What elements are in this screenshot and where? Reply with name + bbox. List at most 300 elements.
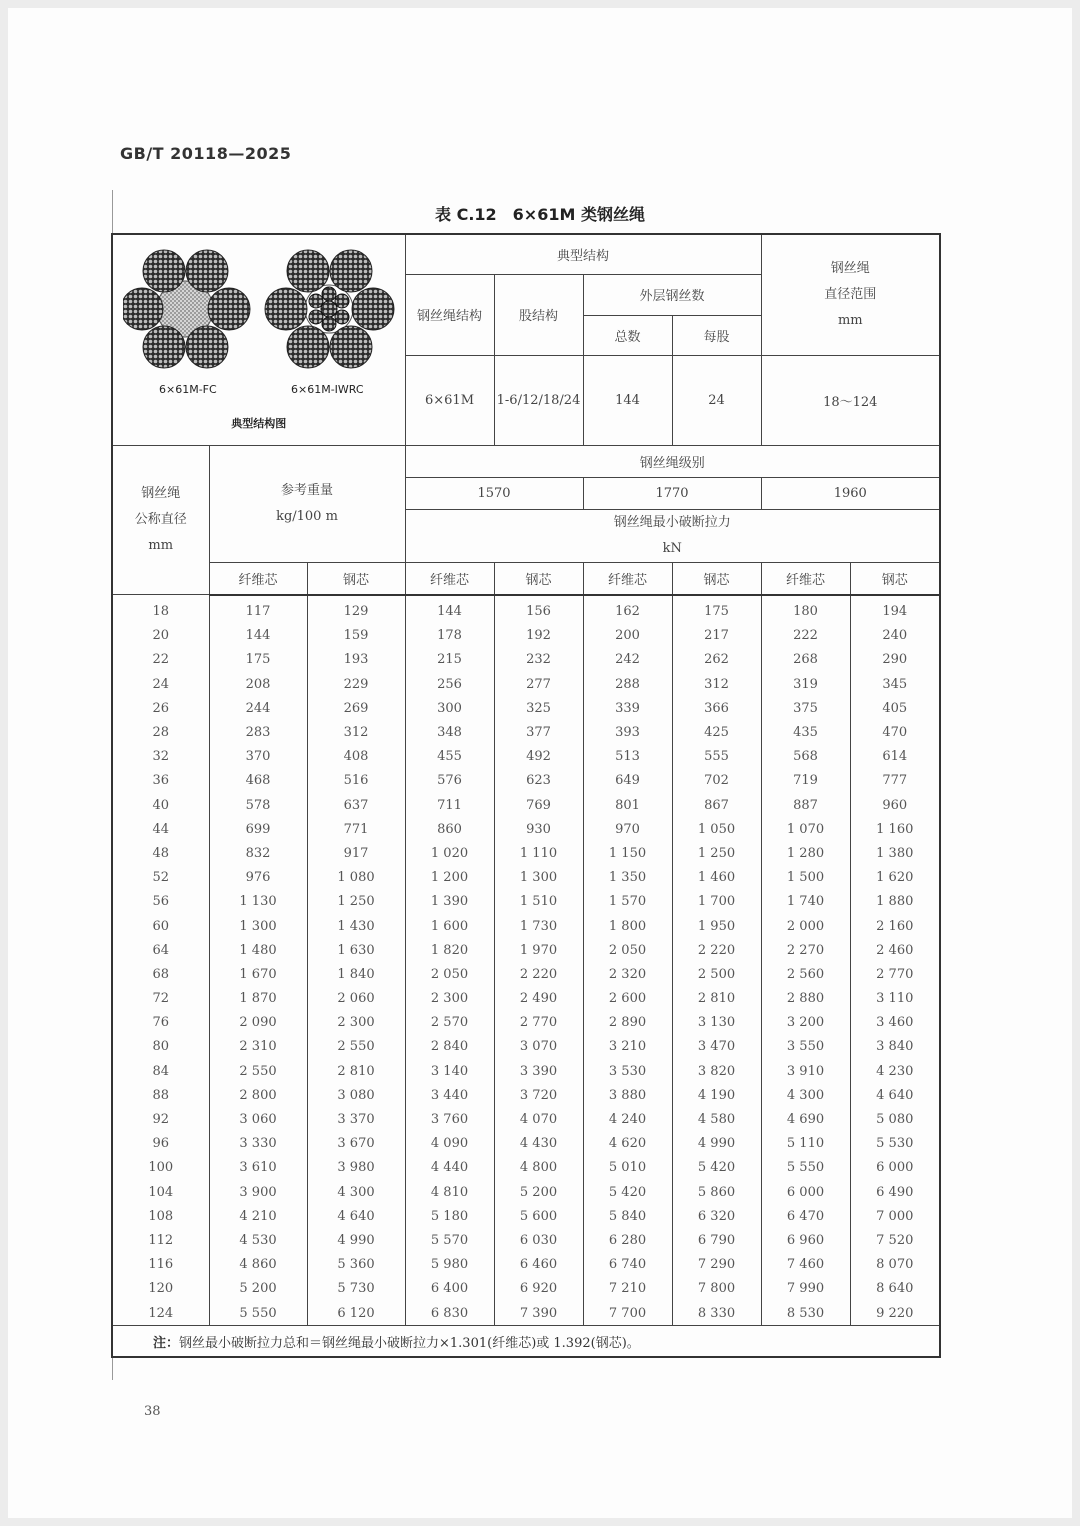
- value-cell: 1 390: [405, 890, 494, 914]
- value-cell: 2 060: [307, 987, 405, 1011]
- value-cell: 1 430: [307, 914, 405, 938]
- value-cell: 242: [583, 648, 672, 672]
- value-cell: 5 200: [209, 1277, 307, 1301]
- value-cell: 568: [761, 745, 850, 769]
- value-cell: 229: [307, 672, 405, 696]
- diameter-cell: 20: [112, 624, 209, 648]
- value-cell: 4 580: [672, 1107, 761, 1131]
- value-cell: 3 840: [850, 1035, 940, 1059]
- table-row: [112, 1107, 940, 1131]
- value-cell: 339: [583, 696, 672, 720]
- value-cell: 215: [405, 648, 494, 672]
- value-cell: 2 220: [672, 938, 761, 962]
- value-cell: 3 760: [405, 1107, 494, 1131]
- value-cell: 2 050: [583, 938, 672, 962]
- value-cell: 1 130: [209, 890, 307, 914]
- value-cell: 7 460: [761, 1253, 850, 1277]
- value-cell: 325: [494, 696, 583, 720]
- value-cell: 1 070: [761, 817, 850, 841]
- value-cell: 5 530: [850, 1132, 940, 1156]
- value-cell: 180: [761, 595, 850, 624]
- value-cell: 193: [307, 648, 405, 672]
- value-cell: 6 280: [583, 1228, 672, 1252]
- diameter-cell: 68: [112, 962, 209, 986]
- value-cell: 4 640: [307, 1204, 405, 1228]
- value-cell: 1 300: [494, 866, 583, 890]
- value-cell: 175: [672, 595, 761, 624]
- value-cell: 222: [761, 624, 850, 648]
- value-cell: 7 520: [850, 1228, 940, 1252]
- value-cell: 1 250: [307, 890, 405, 914]
- value-cell: 860: [405, 817, 494, 841]
- structure-diagram-cell: [112, 234, 405, 446]
- value-cell: 1 280: [761, 841, 850, 865]
- value-cell: 3 530: [583, 1059, 672, 1083]
- table-row: [112, 817, 940, 841]
- min-breaking-force-header: 钢丝绳最小破断拉力 kN: [405, 510, 940, 563]
- rope-iwrc-icon: [265, 250, 394, 368]
- value-cell: 6 920: [494, 1277, 583, 1301]
- value-cell: 4 860: [209, 1253, 307, 1277]
- value-cell: 2 810: [307, 1059, 405, 1083]
- table-row: [112, 890, 940, 914]
- grade-1570: 1570: [405, 478, 583, 510]
- value-cell: 2 090: [209, 1011, 307, 1035]
- value-cell: 2 600: [583, 987, 672, 1011]
- value-cell: 244: [209, 696, 307, 720]
- diagram-label-iwrc: 6×61M-IWRC: [291, 383, 364, 396]
- value-cell: 3 900: [209, 1180, 307, 1204]
- value-cell: 3 440: [405, 1083, 494, 1107]
- value-cell: 623: [494, 769, 583, 793]
- value-cell: 435: [761, 720, 850, 744]
- rope-structure-header: 钢丝绳结构: [405, 274, 494, 356]
- grade-header: 钢丝绳级别: [405, 446, 940, 478]
- total-value: 144: [583, 356, 672, 446]
- diameter-cell: 100: [112, 1156, 209, 1180]
- value-cell: 144: [209, 624, 307, 648]
- value-cell: 2 270: [761, 938, 850, 962]
- value-cell: 2 460: [850, 938, 940, 962]
- value-cell: 2 560: [761, 962, 850, 986]
- value-cell: 711: [405, 793, 494, 817]
- value-cell: 6 960: [761, 1228, 850, 1252]
- value-cell: 702: [672, 769, 761, 793]
- value-cell: 513: [583, 745, 672, 769]
- diameter-cell: 60: [112, 914, 209, 938]
- value-cell: 4 640: [850, 1083, 940, 1107]
- table-row: [112, 1204, 940, 1228]
- core-type-header: 纤维芯: [209, 563, 307, 595]
- value-cell: 159: [307, 624, 405, 648]
- diameter-cell: 48: [112, 841, 209, 865]
- value-cell: 2 300: [307, 1011, 405, 1035]
- value-cell: 300: [405, 696, 494, 720]
- value-cell: 3 820: [672, 1059, 761, 1083]
- rope-structure-value: 6×61M: [405, 356, 494, 446]
- value-cell: 377: [494, 720, 583, 744]
- value-cell: 1 110: [494, 841, 583, 865]
- diameter-cell: 76: [112, 1011, 209, 1035]
- diameter-cell: 104: [112, 1180, 209, 1204]
- value-cell: 283: [209, 720, 307, 744]
- value-cell: 200: [583, 624, 672, 648]
- value-cell: 3 720: [494, 1083, 583, 1107]
- value-cell: 319: [761, 672, 850, 696]
- value-cell: 1 840: [307, 962, 405, 986]
- table-row: [112, 841, 940, 865]
- value-cell: 1 050: [672, 817, 761, 841]
- value-cell: 3 130: [672, 1011, 761, 1035]
- rope-fc-icon: [123, 250, 250, 368]
- value-cell: 4 620: [583, 1132, 672, 1156]
- value-cell: 5 730: [307, 1277, 405, 1301]
- value-cell: 2 550: [209, 1059, 307, 1083]
- value-cell: 3 880: [583, 1083, 672, 1107]
- value-cell: 366: [672, 696, 761, 720]
- table-row: [112, 1156, 940, 1180]
- value-cell: 129: [307, 595, 405, 624]
- grade-1960: 1960: [761, 478, 940, 510]
- value-cell: 4 800: [494, 1156, 583, 1180]
- table-title: 表 C.12 6×61M 类钢丝绳: [435, 205, 645, 224]
- value-cell: 2 890: [583, 1011, 672, 1035]
- value-cell: 7 700: [583, 1301, 672, 1326]
- core-type-header: 钢芯: [672, 563, 761, 595]
- value-cell: 5 420: [672, 1156, 761, 1180]
- value-cell: 468: [209, 769, 307, 793]
- value-cell: 1 080: [307, 866, 405, 890]
- diameter-cell: 88: [112, 1083, 209, 1107]
- value-cell: 7 210: [583, 1277, 672, 1301]
- total-header: 总数: [583, 316, 672, 356]
- diagram-caption: 典型结构图: [231, 417, 287, 430]
- diameter-cell: 52: [112, 866, 209, 890]
- value-cell: 970: [583, 817, 672, 841]
- value-cell: 930: [494, 817, 583, 841]
- value-cell: 1 600: [405, 914, 494, 938]
- value-cell: 4 990: [672, 1132, 761, 1156]
- value-cell: 637: [307, 793, 405, 817]
- value-cell: 2 490: [494, 987, 583, 1011]
- table-row: [112, 745, 940, 769]
- table-row: [112, 1035, 940, 1059]
- value-cell: 4 990: [307, 1228, 405, 1252]
- value-cell: 2 160: [850, 914, 940, 938]
- strand-structure-value: 1-6/12/18/24: [494, 356, 583, 446]
- wire-rope-table: [111, 233, 941, 1358]
- table-row: [112, 1059, 940, 1083]
- value-cell: 312: [307, 720, 405, 744]
- value-cell: 370: [209, 745, 307, 769]
- value-cell: 3 070: [494, 1035, 583, 1059]
- value-cell: 405: [850, 696, 940, 720]
- value-cell: 1 480: [209, 938, 307, 962]
- value-cell: 771: [307, 817, 405, 841]
- value-cell: 455: [405, 745, 494, 769]
- table-row: [112, 1180, 940, 1204]
- value-cell: 2 800: [209, 1083, 307, 1107]
- value-cell: 217: [672, 624, 761, 648]
- value-cell: 290: [850, 648, 940, 672]
- value-cell: 4 690: [761, 1107, 850, 1131]
- diameter-cell: 18: [112, 595, 209, 624]
- diagram-label-fc: 6×61M-FC: [159, 383, 217, 396]
- value-cell: 1 350: [583, 866, 672, 890]
- diameter-cell: 96: [112, 1132, 209, 1156]
- value-cell: 5 420: [583, 1180, 672, 1204]
- rope-cross-section-diagram: [123, 249, 405, 369]
- value-cell: 5 200: [494, 1180, 583, 1204]
- grade-1770: 1770: [583, 478, 761, 510]
- value-cell: 269: [307, 696, 405, 720]
- value-cell: 1 950: [672, 914, 761, 938]
- diameter-cell: 32: [112, 745, 209, 769]
- value-cell: 6 460: [494, 1253, 583, 1277]
- value-cell: 162: [583, 595, 672, 624]
- diameter-cell: 116: [112, 1253, 209, 1277]
- core-type-header: 纤维芯: [583, 563, 672, 595]
- value-cell: 1 200: [405, 866, 494, 890]
- value-cell: 2 220: [494, 962, 583, 986]
- per-strand-value: 24: [672, 356, 761, 446]
- table-row: [112, 696, 940, 720]
- value-cell: 175: [209, 648, 307, 672]
- value-cell: 649: [583, 769, 672, 793]
- value-cell: 3 670: [307, 1132, 405, 1156]
- value-cell: 2 050: [405, 962, 494, 986]
- diameter-cell: 84: [112, 1059, 209, 1083]
- value-cell: 5 180: [405, 1204, 494, 1228]
- diameter-cell: 24: [112, 672, 209, 696]
- table-row: [112, 1132, 940, 1156]
- value-cell: 3 110: [850, 987, 940, 1011]
- table-row: [112, 1011, 940, 1035]
- page-number: 38: [144, 1404, 161, 1419]
- value-cell: 470: [850, 720, 940, 744]
- value-cell: 6 000: [850, 1156, 940, 1180]
- value-cell: 699: [209, 817, 307, 841]
- value-cell: 1 820: [405, 938, 494, 962]
- value-cell: 6 120: [307, 1301, 405, 1326]
- value-cell: 262: [672, 648, 761, 672]
- value-cell: 6 320: [672, 1204, 761, 1228]
- table-row: [112, 938, 940, 962]
- value-cell: 5 840: [583, 1204, 672, 1228]
- value-cell: 3 200: [761, 1011, 850, 1035]
- outer-wires-header: 外层钢丝数: [583, 274, 761, 316]
- value-cell: 1 380: [850, 841, 940, 865]
- diameter-cell: 112: [112, 1228, 209, 1252]
- value-cell: 3 610: [209, 1156, 307, 1180]
- value-cell: 4 530: [209, 1228, 307, 1252]
- value-cell: 5 080: [850, 1107, 940, 1131]
- value-cell: 2 310: [209, 1035, 307, 1059]
- value-cell: 3 210: [583, 1035, 672, 1059]
- table-row: [112, 648, 940, 672]
- value-cell: 3 080: [307, 1083, 405, 1107]
- value-cell: 5 860: [672, 1180, 761, 1204]
- value-cell: 8 530: [761, 1301, 850, 1326]
- table-row: [112, 1277, 940, 1301]
- value-cell: 960: [850, 793, 940, 817]
- value-cell: 277: [494, 672, 583, 696]
- value-cell: 9 220: [850, 1301, 940, 1326]
- value-cell: 2 320: [583, 962, 672, 986]
- value-cell: 3 470: [672, 1035, 761, 1059]
- value-cell: 8 070: [850, 1253, 940, 1277]
- value-cell: 408: [307, 745, 405, 769]
- note-text: 钢丝最小破断拉力总和＝钢丝绳最小破断拉力×1.301(纤维芯)或 1.392(钢芯)。: [179, 1335, 640, 1351]
- value-cell: 6 000: [761, 1180, 850, 1204]
- value-cell: 1 150: [583, 841, 672, 865]
- value-cell: 4 430: [494, 1132, 583, 1156]
- value-cell: 5 360: [307, 1253, 405, 1277]
- table-row: [112, 987, 940, 1011]
- value-cell: 1 460: [672, 866, 761, 890]
- value-cell: 6 740: [583, 1253, 672, 1277]
- value-cell: 2 840: [405, 1035, 494, 1059]
- value-cell: 5 110: [761, 1132, 850, 1156]
- value-cell: 2 500: [672, 962, 761, 986]
- value-cell: 1 250: [672, 841, 761, 865]
- value-cell: 348: [405, 720, 494, 744]
- diameter-cell: 124: [112, 1301, 209, 1326]
- value-cell: 194: [850, 595, 940, 624]
- value-cell: 375: [761, 696, 850, 720]
- value-cell: 2 770: [850, 962, 940, 986]
- value-cell: 178: [405, 624, 494, 648]
- value-cell: 4 230: [850, 1059, 940, 1083]
- value-cell: 2 810: [672, 987, 761, 1011]
- value-cell: 156: [494, 595, 583, 624]
- value-cell: 1 880: [850, 890, 940, 914]
- value-cell: 4 070: [494, 1107, 583, 1131]
- per-strand-header: 每股: [672, 316, 761, 356]
- value-cell: 492: [494, 745, 583, 769]
- value-cell: 1 570: [583, 890, 672, 914]
- core-type-header: 钢芯: [494, 563, 583, 595]
- value-cell: 208: [209, 672, 307, 696]
- value-cell: 1 160: [850, 817, 940, 841]
- value-cell: 3 060: [209, 1107, 307, 1131]
- value-cell: 2 770: [494, 1011, 583, 1035]
- value-cell: 232: [494, 648, 583, 672]
- diameter-cell: 80: [112, 1035, 209, 1059]
- value-cell: 393: [583, 720, 672, 744]
- value-cell: 4 300: [761, 1083, 850, 1107]
- value-cell: 1 510: [494, 890, 583, 914]
- diameter-cell: 64: [112, 938, 209, 962]
- table-row: [112, 962, 940, 986]
- value-cell: 2 300: [405, 987, 494, 1011]
- core-type-header: 钢芯: [307, 563, 405, 595]
- diameter-cell: 120: [112, 1277, 209, 1301]
- diameter-cell: 56: [112, 890, 209, 914]
- value-cell: 192: [494, 624, 583, 648]
- value-cell: 769: [494, 793, 583, 817]
- value-cell: 3 550: [761, 1035, 850, 1059]
- value-cell: 976: [209, 866, 307, 890]
- value-cell: 4 810: [405, 1180, 494, 1204]
- value-cell: 5 550: [761, 1156, 850, 1180]
- value-cell: 256: [405, 672, 494, 696]
- value-cell: 6 830: [405, 1301, 494, 1326]
- document-code: GB/T 20118—2025: [120, 144, 292, 163]
- value-cell: 1 740: [761, 890, 850, 914]
- value-cell: 425: [672, 720, 761, 744]
- value-cell: 4 090: [405, 1132, 494, 1156]
- value-cell: 4 240: [583, 1107, 672, 1131]
- table-row: [112, 1301, 940, 1326]
- value-cell: 3 980: [307, 1156, 405, 1180]
- value-cell: 7 000: [850, 1204, 940, 1228]
- value-cell: 5 550: [209, 1301, 307, 1326]
- diameter-cell: 26: [112, 696, 209, 720]
- value-cell: 312: [672, 672, 761, 696]
- diameter-cell: 40: [112, 793, 209, 817]
- table-row: [112, 720, 940, 744]
- diameter-range-header: 钢丝绳 直径范围 mm: [761, 234, 940, 356]
- value-cell: 1 500: [761, 866, 850, 890]
- value-cell: 4 190: [672, 1083, 761, 1107]
- value-cell: 5 010: [583, 1156, 672, 1180]
- value-cell: 7 290: [672, 1253, 761, 1277]
- value-cell: 917: [307, 841, 405, 865]
- value-cell: 5 980: [405, 1253, 494, 1277]
- note-label: 注：: [153, 1335, 180, 1351]
- table-note: [112, 1326, 940, 1358]
- value-cell: 1 800: [583, 914, 672, 938]
- value-cell: 1 730: [494, 914, 583, 938]
- value-cell: 240: [850, 624, 940, 648]
- nominal-diameter-header: 钢丝绳 公称直径 mm: [112, 446, 209, 595]
- value-cell: 1 020: [405, 841, 494, 865]
- value-cell: 5 600: [494, 1204, 583, 1228]
- table-row: [112, 1253, 940, 1277]
- value-cell: 268: [761, 648, 850, 672]
- value-cell: 3 140: [405, 1059, 494, 1083]
- value-cell: 6 490: [850, 1180, 940, 1204]
- value-cell: 3 460: [850, 1011, 940, 1035]
- value-cell: 719: [761, 769, 850, 793]
- value-cell: 3 910: [761, 1059, 850, 1083]
- value-cell: 867: [672, 793, 761, 817]
- value-cell: 7 800: [672, 1277, 761, 1301]
- value-cell: 1 700: [672, 890, 761, 914]
- value-cell: 801: [583, 793, 672, 817]
- value-cell: 516: [307, 769, 405, 793]
- value-cell: 2 000: [761, 914, 850, 938]
- value-cell: 7 390: [494, 1301, 583, 1326]
- value-cell: 6 790: [672, 1228, 761, 1252]
- value-cell: 6 400: [405, 1277, 494, 1301]
- core-type-header: 纤维芯: [405, 563, 494, 595]
- value-cell: 288: [583, 672, 672, 696]
- value-cell: 576: [405, 769, 494, 793]
- value-cell: 4 300: [307, 1180, 405, 1204]
- core-type-header: 钢芯: [850, 563, 940, 595]
- value-cell: 1 670: [209, 962, 307, 986]
- table-row: [112, 914, 940, 938]
- value-cell: 3 330: [209, 1132, 307, 1156]
- ref-weight-header: 参考重量 kg/100 m: [209, 446, 405, 563]
- value-cell: 6 030: [494, 1228, 583, 1252]
- diameter-cell: 72: [112, 987, 209, 1011]
- typical-structure-header: 典型结构: [405, 234, 761, 274]
- diameter-cell: 44: [112, 817, 209, 841]
- value-cell: 6 470: [761, 1204, 850, 1228]
